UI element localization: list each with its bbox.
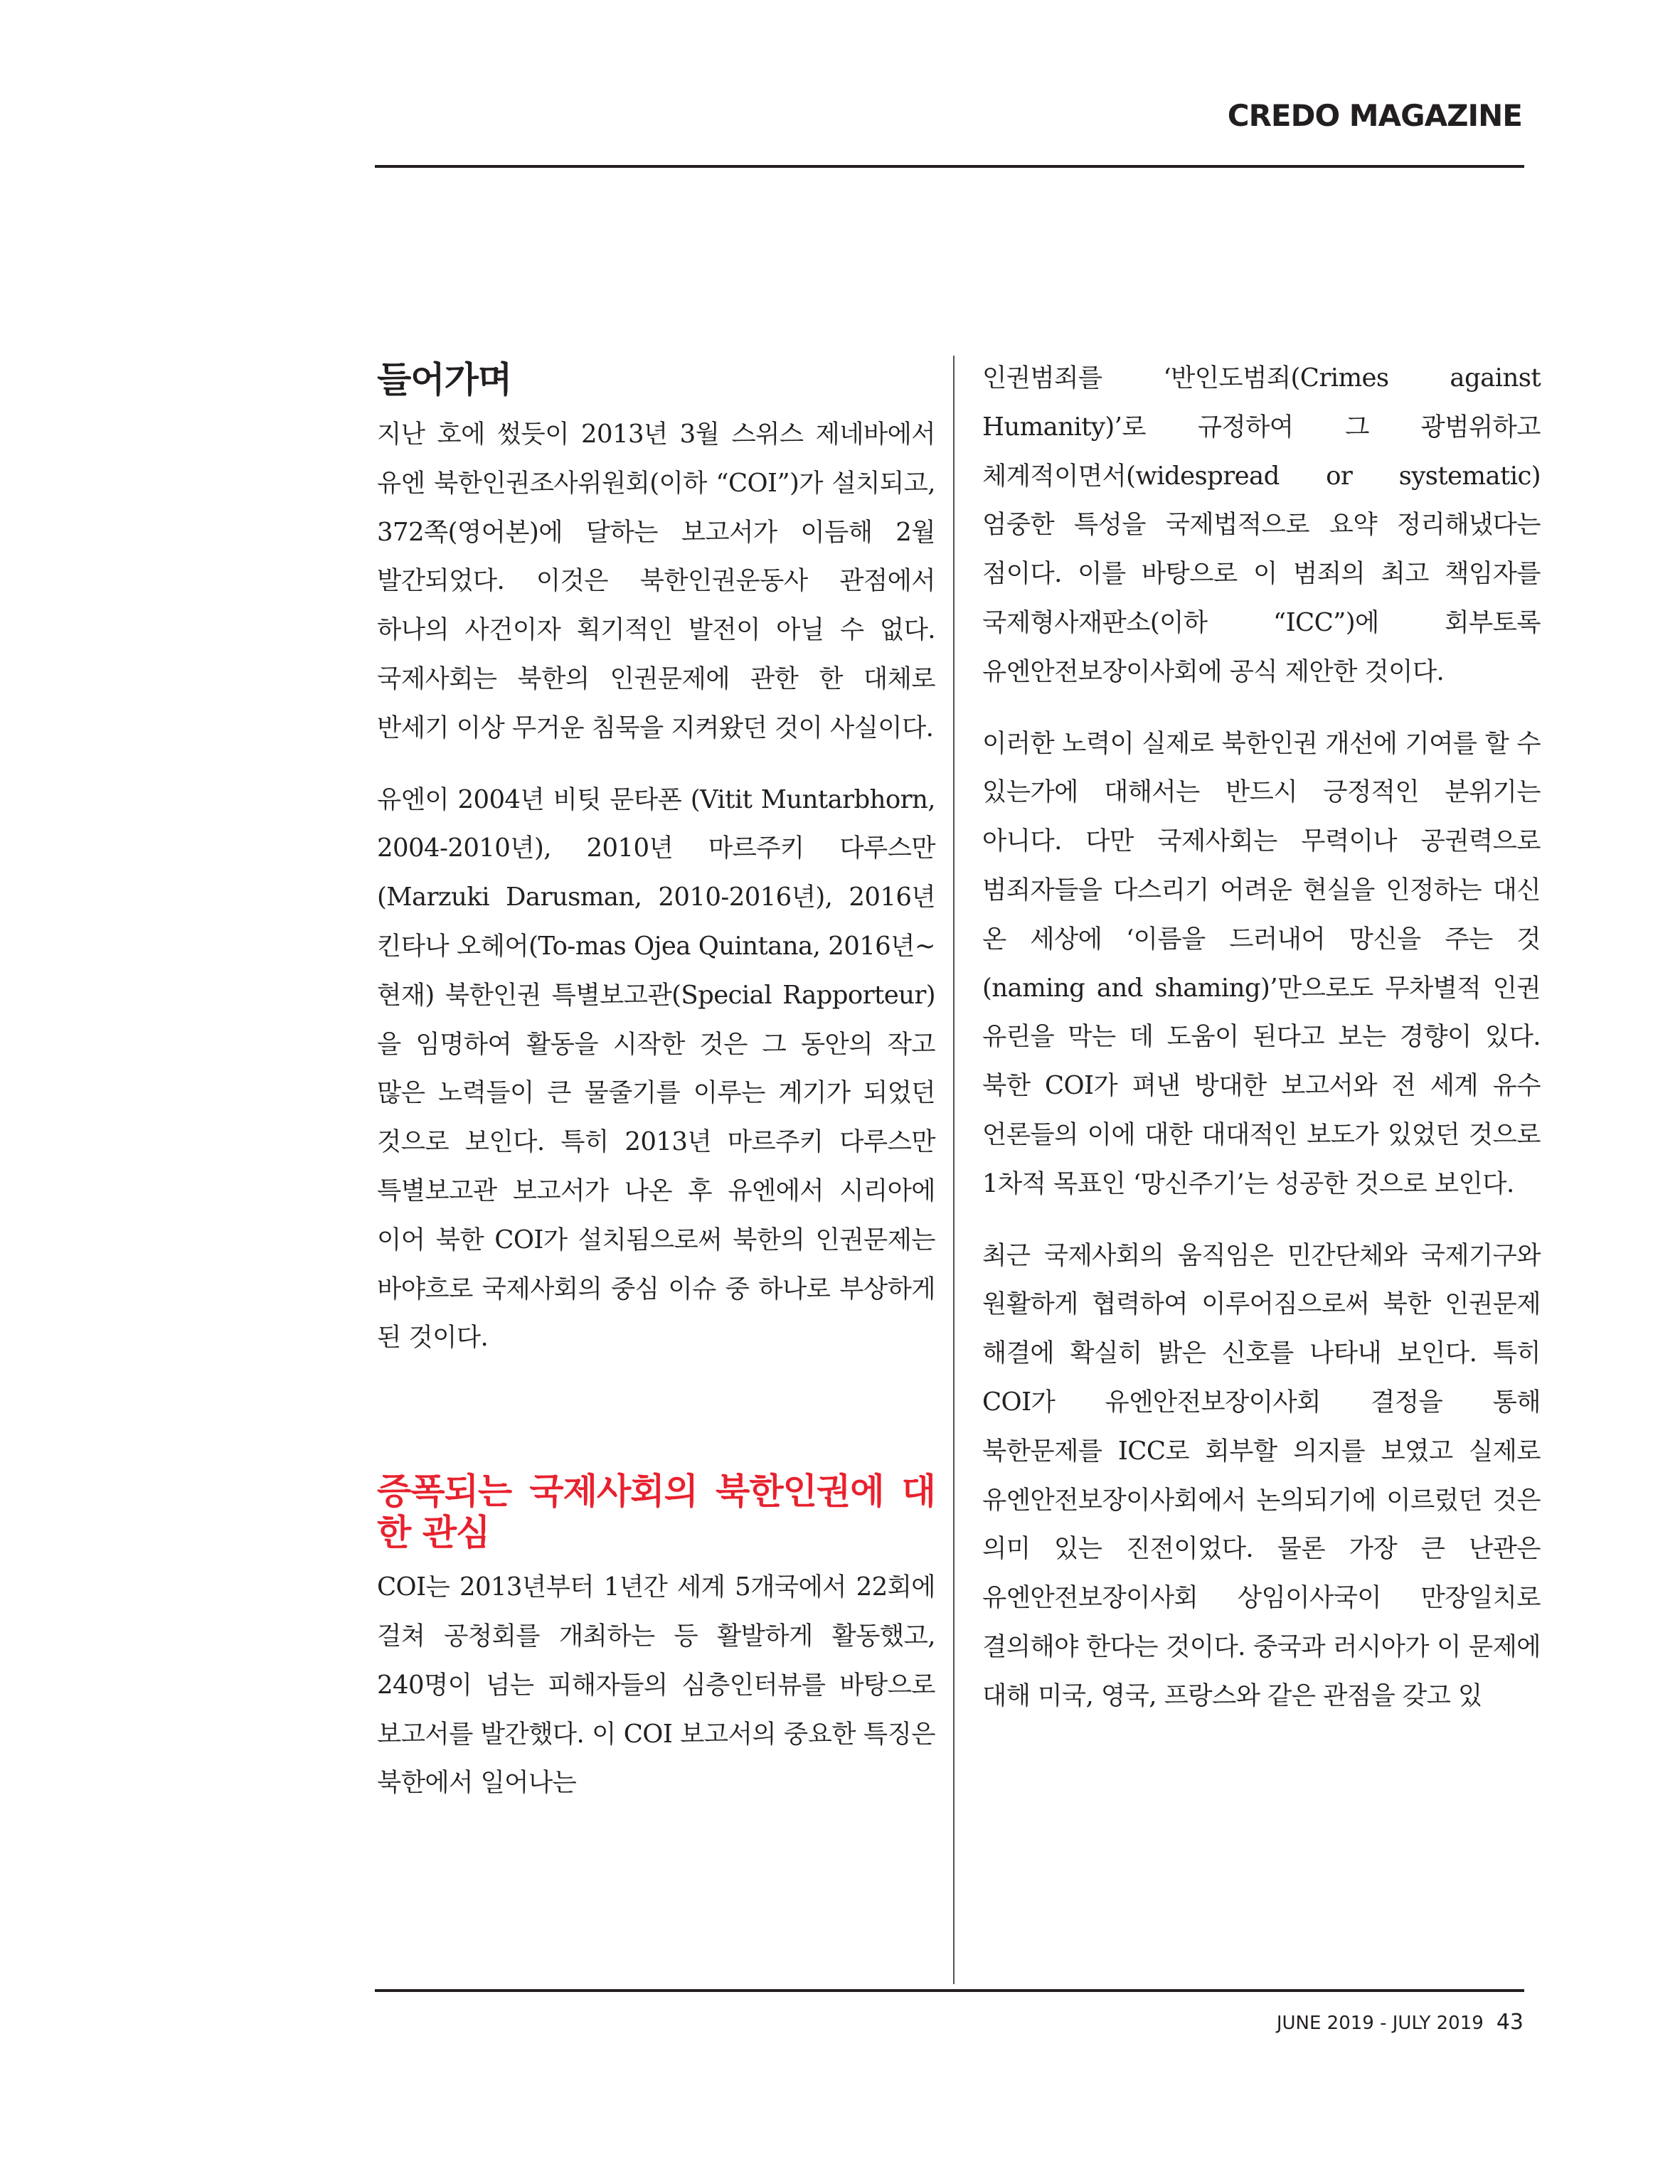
- body-paragraph: 지난 호에 썼듯이 2013년 3월 스위스 제네바에서 유엔 북한인권조사위원회(이하 “COI”)가 설치되고, 372쪽(영어본)에 달하는 보고서가 이듬해 2월 발간되었다. 이것은 북한인권운동사 관점에서 하나의 사건이자 획기적인 발전이 아닐 수 없다. 국제사회는 북한의 인권문제에 관한 한 대체로 반세기 이상 무거운 침묵을 지켜왔던 것이 사실이다.: [377, 420, 935, 742]
- issue-date: JUNE 2019 - JULY 2019: [1276, 2013, 1484, 2034]
- body-paragraph: 인권범죄를 ‘반인도범죄(Crimes against Humanity)’로 규정하여 그 광범위하고 체계적이면서(widespread or systematic) 엄중한 특성을 국제법적으로 요약 정리해냈다는 점이다. 이를 바탕으로 이 범죄의 최고 책임자를 국제형사재판소(이하 “ICC”)에 회부토록 유엔안전보장이사회에 공식 제안한 것이다.: [982, 363, 1541, 686]
- body-paragraph: 이러한 노력이 실제로 북한인권 개선에 기여를 할 수 있는가에 대해서는 반드시 긍정적인 분위기는 아니다. 다만 국제사회는 무력이나 공권력으로 범죄자들을 다스리기 어려운 현실을 인정하는 대신 온 세상에 ‘이름을 드러내어 망신을 주는 것(naming and shaming)’만으로도 무차별적 인권 유린을 막는 데 도움이 된다고 보는 경향이 있다. 북한 COI가 펴낸 방대한 보고서와 전 세계 유수 언론들의 이에 대한 대대적인 보도가 있었던 것으로 1차적 목표인 ‘망신주기’는 성공한 것으로 보인다.: [982, 728, 1541, 1198]
- body-paragraph: COI는 2013년부터 1년간 세계 5개국에서 22회에 걸쳐 공청회를 개최하는 등 활발하게 활동했고, 240명이 넘는 피해자들의 심층인터뷰를 바탕으로 보고서를 발간했다. 이 COI 보고서의 중요한 특징은 북한에서 일어나는: [377, 1572, 935, 1798]
- column-divider: [953, 356, 955, 1984]
- section-heading-intro: 들어가며: [377, 359, 512, 400]
- section-spacer: [377, 1385, 935, 1471]
- body-paragraph: 최근 국제사회의 움직임은 민간단체와 국제기구와 원활하게 협력하여 이루어짐으로써 북한 인권문제 해결에 확실히 밝은 신호를 나타내 보인다. 특히 COI가 유엔안전보장이사회 결정을 통해 북한문제를 ICC로 회부할 의지를 보였고 실제로 유엔안전보장이사회에서 논의되기에 이르렀던 것은 의미 있는 진전이었다. 물론 가장 큰 난관은 유엔안전보장이사회 상임이사국이 만장일치로 결의해야 한다는 것이다. 중국과 러시아가 이 문제에 대해 미국, 영국, 프랑스와 같은 관점을 갖고 있: [982, 1240, 1541, 1710]
- page-footer: [1277, 2010, 1524, 2035]
- header-rule: [375, 165, 1524, 168]
- body-paragraph: 유엔이 2004년 비팃 문타폰 (Vitit Muntarbhorn, 2004-2010년), 2010년 마르주키 다루스만(Marzuki Darusman, 2010-2016년), 2016년 킨타나 오헤어(To-mas Ojea Quintana, 2016년~현재) 북한인권 특별보고관(Special Rapporteur)을 임명하여 활동을 시작한 것은 그 동안의 작고 많은 노력들이 큰 물줄기를 이루는 계기가 되었던 것으로 보인다. 특히 2013년 마르주키 다루스만 특별보고관 보고서가 나온 후 유엔에서 시리아에 이어 북한 COI가 설치됨으로써 북한의 인권문제는 바야흐로 국제사회의 중심 이슈 중 하나로 부상하게 된 것이다.: [377, 784, 935, 1353]
- magazine-name: CREDO MAGAZINE: [1227, 98, 1522, 133]
- page-number: 43: [1496, 2010, 1524, 2035]
- left-column: [377, 359, 935, 1831]
- footer-rule: [375, 1989, 1524, 1992]
- right-column: [982, 354, 1541, 1744]
- section-heading-interest: 증폭되는 국제사회의 북한인권에 대한 관심: [377, 1471, 935, 1554]
